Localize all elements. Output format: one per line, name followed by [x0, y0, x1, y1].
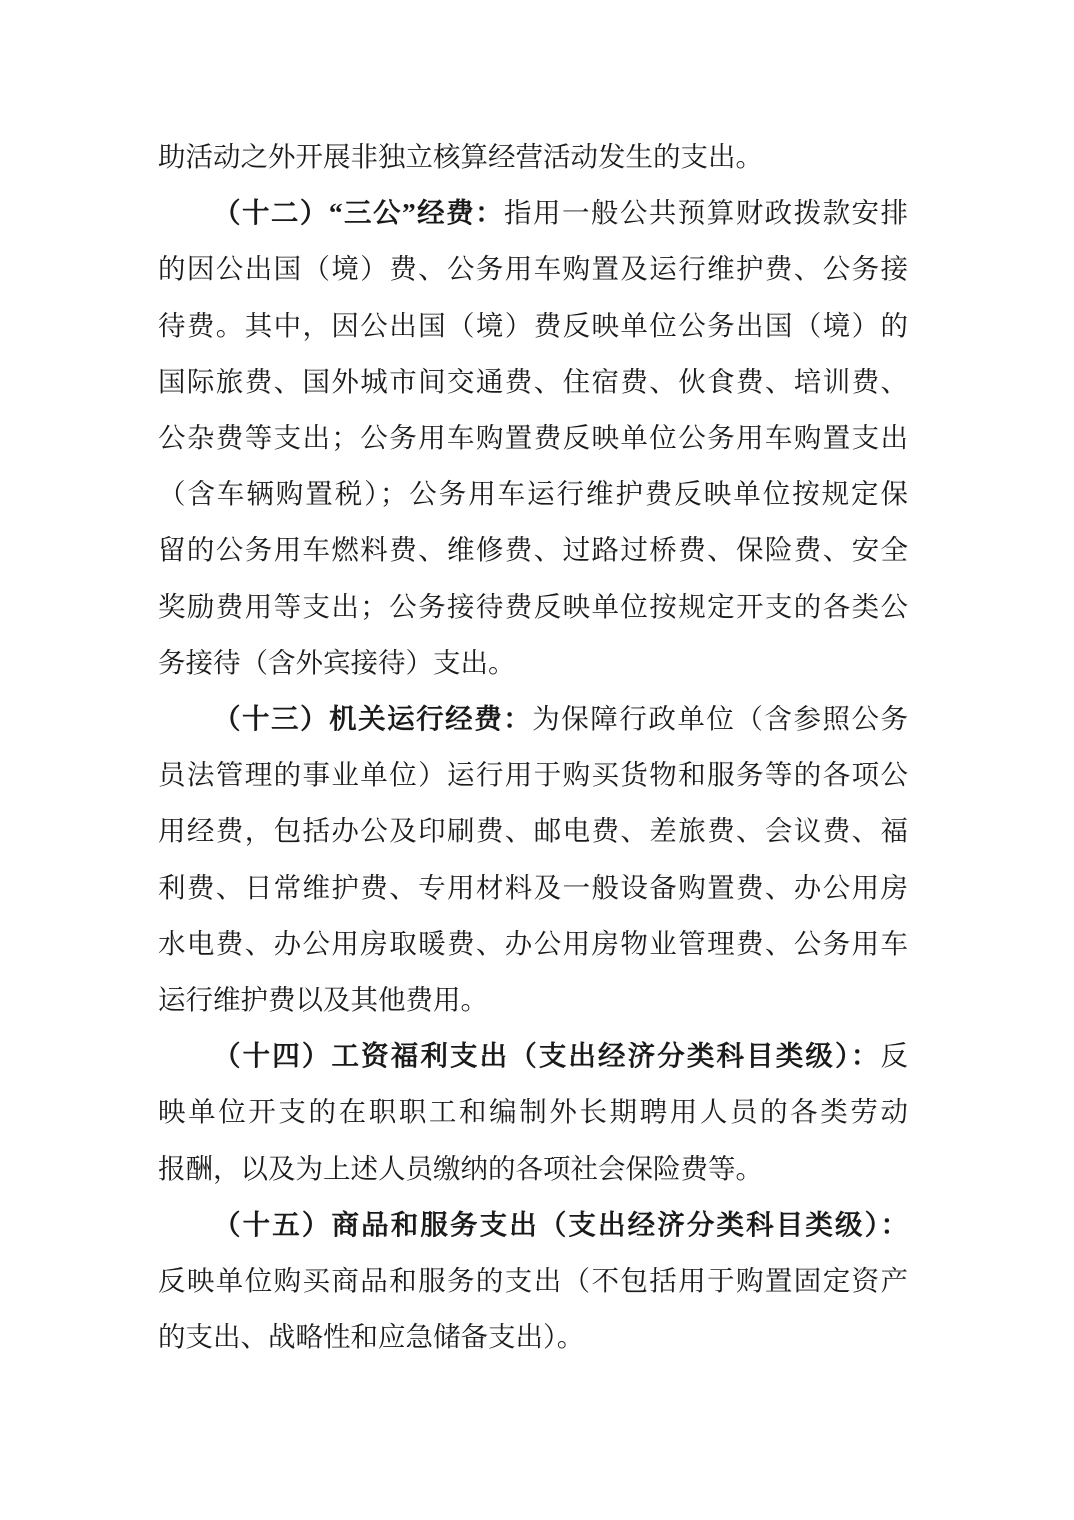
term-heading: （十二）“三公”经费：: [213, 197, 505, 229]
text-segment: 用经费，包括办公及印刷费、邮电费、差旅费、会议费、福: [158, 815, 908, 847]
text-line: [158, 1197, 908, 1253]
text-line: [158, 1141, 908, 1197]
text-segment: 公杂费等支出；公务用车购置费反映单位公务用车购置支出: [158, 422, 908, 454]
text-line: [158, 354, 908, 410]
text-segment: 奖励费用等支出；公务接待费反映单位按规定开支的各类公: [158, 590, 908, 622]
text-line: [158, 241, 908, 297]
text-segment: 待费。其中，因公出国（境）费反映单位公务出国（境）的: [158, 309, 908, 341]
term-heading: （十五）商品和服务支出（支出经济分类科目类级）：: [213, 1208, 908, 1240]
text-line: [158, 747, 908, 803]
text-segment: 员法管理的事业单位）运行用于购买货物和服务等的各项公: [158, 759, 908, 791]
text-line: [158, 691, 908, 747]
text-segment: 国际旅费、国外城市间交通费、住宿费、伙食费、培训费、: [158, 365, 908, 397]
text-line: [158, 129, 908, 185]
text-segment: 的支出、战略性和应急储备支出）。: [158, 1321, 585, 1353]
text-segment: 映单位开支的在职职工和编制外长期聘用人员的各类劳动: [158, 1096, 908, 1128]
text-segment: 报酬，以及为上述人员缴纳的各项社会保险费等。: [158, 1152, 763, 1184]
text-segment: （含车辆购置税）；公务用车运行维护费反映单位按规定保: [158, 478, 908, 510]
document-body: [158, 129, 908, 1365]
term-heading: （十四）工资福利支出（支出经济分类科目类级）：: [213, 1040, 881, 1072]
text-line: [158, 860, 908, 916]
text-segment: 反: [880, 1040, 908, 1072]
text-line: [158, 466, 908, 522]
text-segment: 水电费、办公用房取暖费、办公用房物业管理费、公务用车: [158, 927, 908, 959]
text-line: [158, 1028, 908, 1084]
text-line: [158, 410, 908, 466]
text-segment: 指用一般公共预算财政拨款安排: [504, 197, 909, 229]
text-line: [158, 185, 908, 241]
text-line: [158, 522, 908, 578]
text-segment: 反映单位购买商品和服务的支出（不包括用于购置固定资产: [158, 1265, 908, 1297]
term-heading: （十三）机关运行经费：: [213, 703, 533, 735]
text-line: [158, 916, 908, 972]
text-line: [158, 298, 908, 354]
text-line: [158, 1253, 908, 1309]
text-line: [158, 972, 908, 1028]
text-line: [158, 635, 908, 691]
text-segment: 运行维护费以及其他费用。: [158, 984, 488, 1016]
text-segment: 为保障行政单位（含参照公务: [532, 703, 909, 735]
text-segment: 的因公出国（境）费、公务用车购置及运行维护费、公务接: [158, 253, 908, 285]
text-segment: 助活动之外开展非独立核算经营活动发生的支出。: [158, 141, 763, 172]
text-line: [158, 1084, 908, 1140]
text-line: [158, 803, 908, 859]
text-segment: 务接待（含外宾接待）支出。: [158, 646, 516, 678]
text-segment: 利费、日常维护费、专用材料及一般设备购置费、办公用房: [158, 871, 908, 903]
text-line: [158, 579, 908, 635]
text-line: [158, 1309, 908, 1365]
text-segment: 留的公务用车燃料费、维修费、过路过桥费、保险费、安全: [158, 534, 908, 566]
